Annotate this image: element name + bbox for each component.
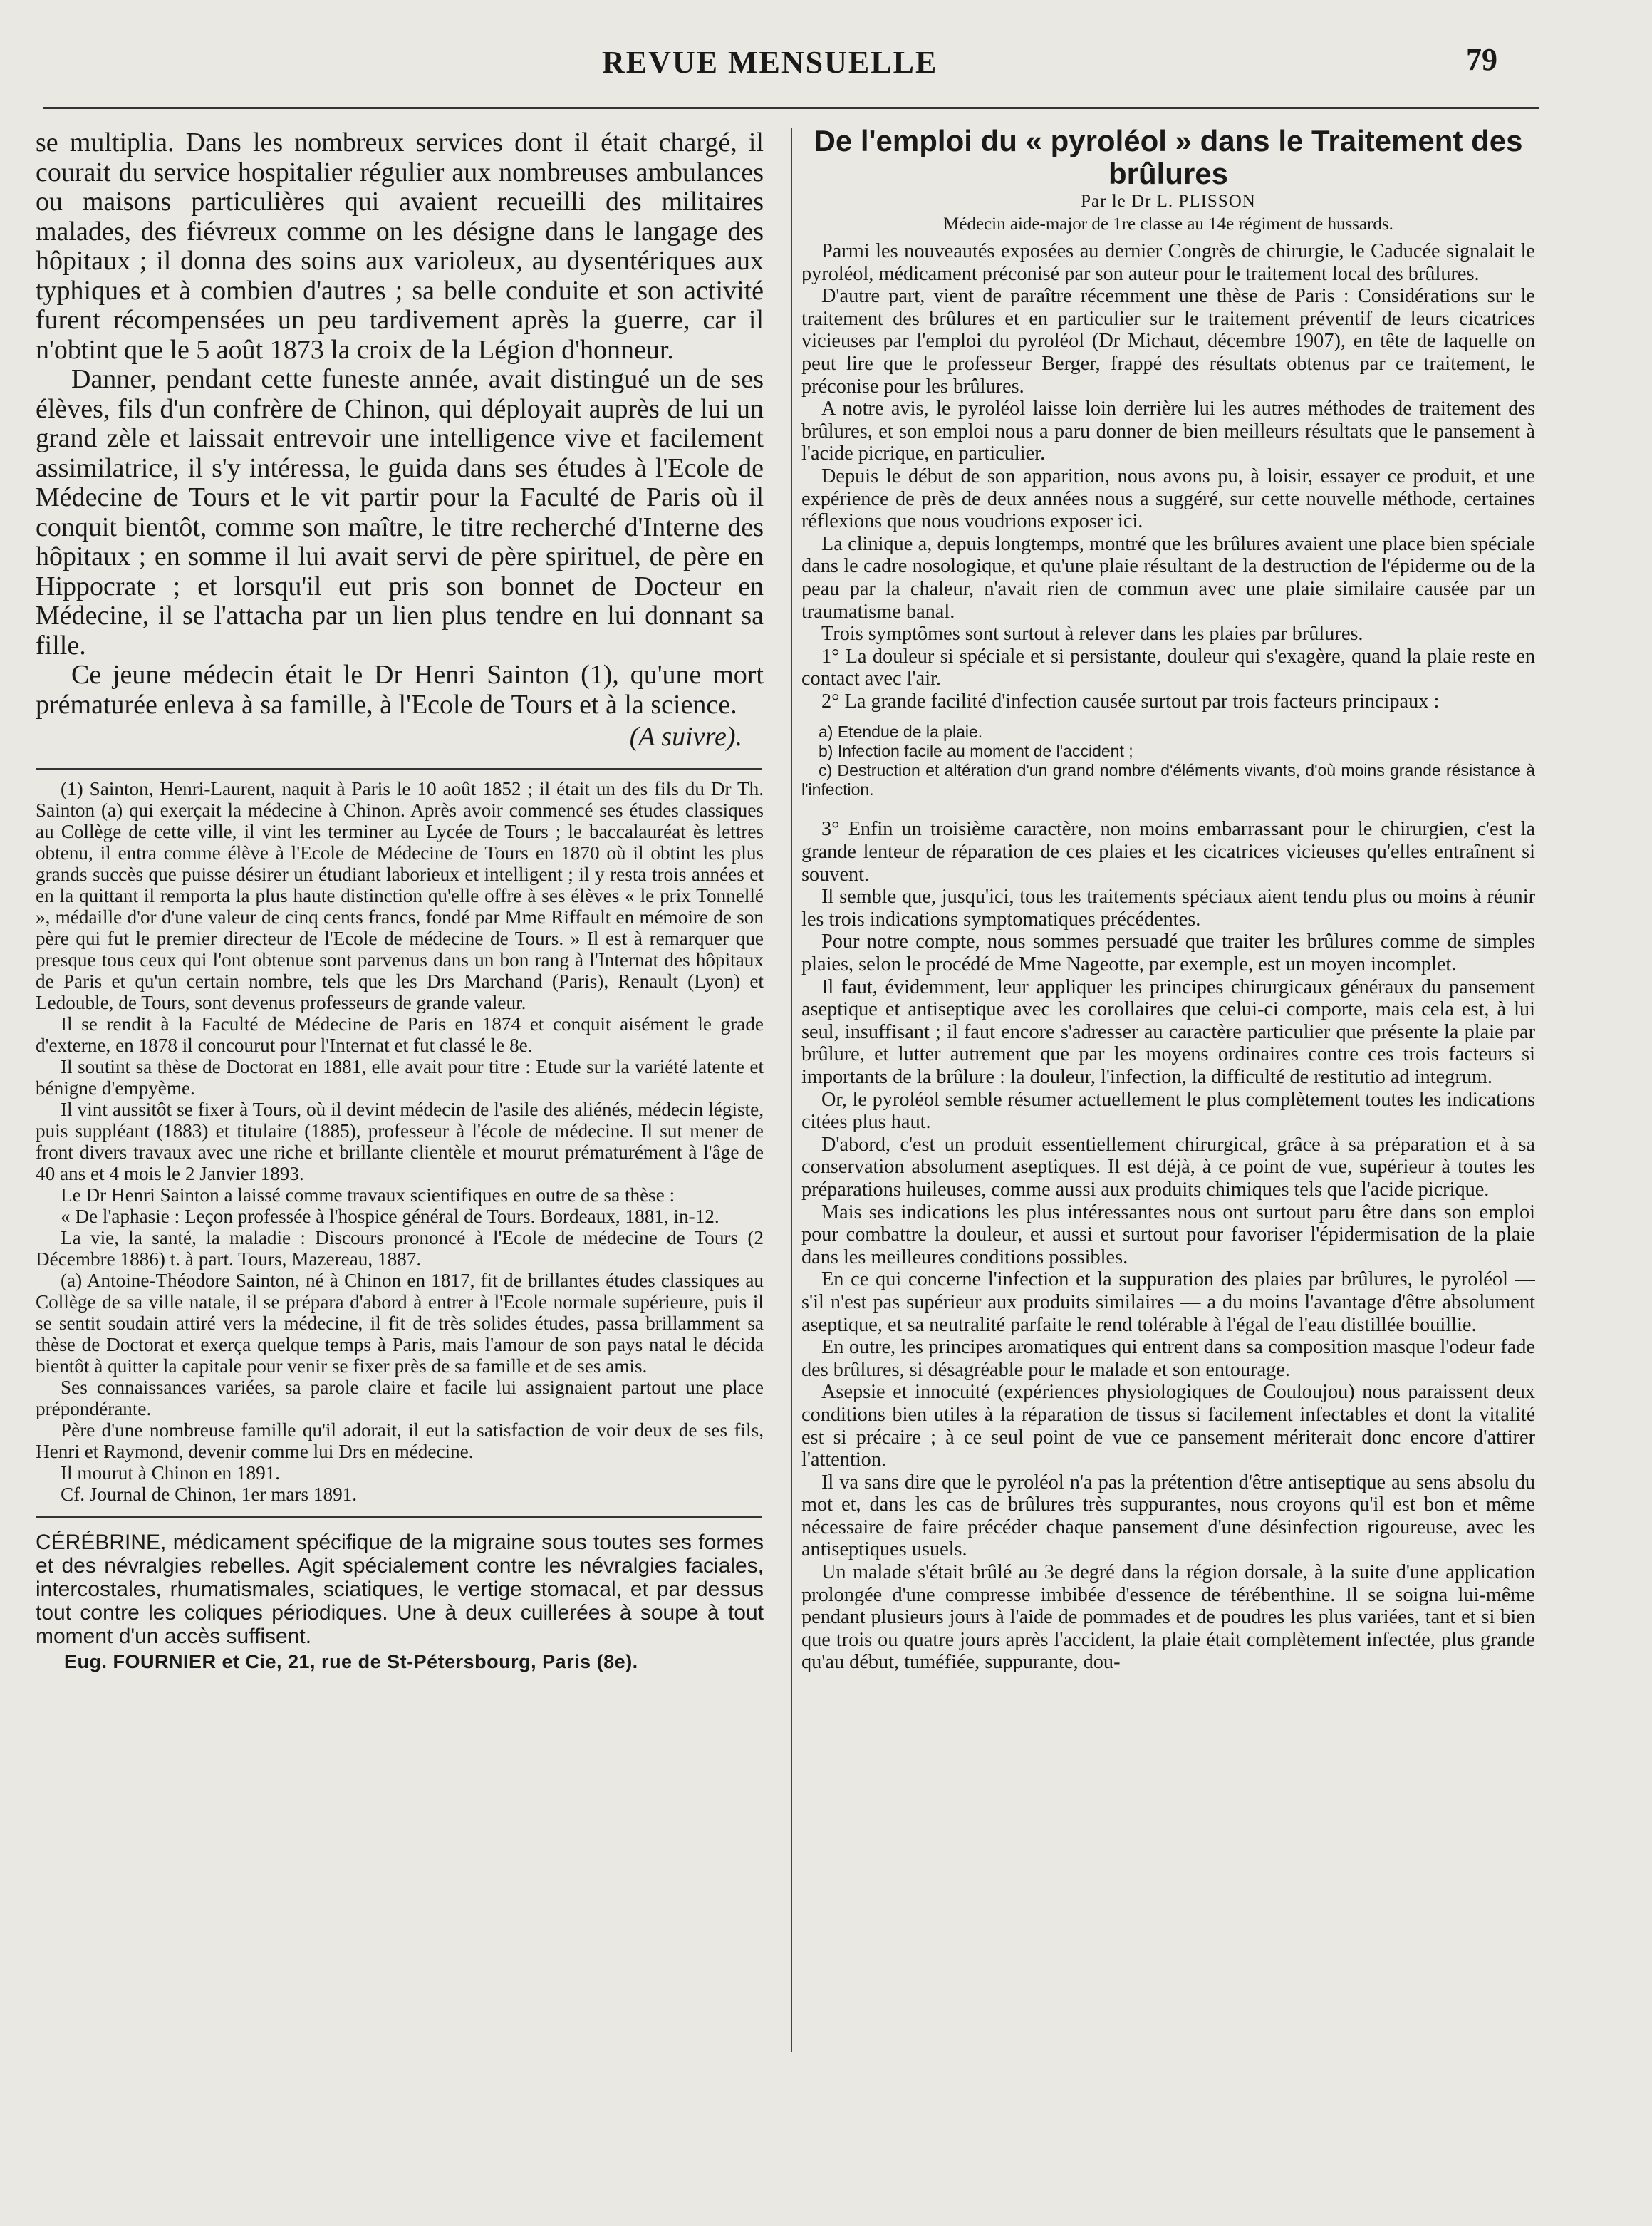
right-column bbox=[801, 125, 1535, 2049]
footnote: « De l'aphasie : Leçon professée à l'hospice général de Tours. Bordeaux, 1881, in-12. bbox=[61, 1206, 719, 1227]
article-paragraph: Parmi les nouveautés exposées au dernier Congrès de chirurgie, le Caducée signalait le pyroléol, médicament préconisé par son auteur pour le traitement local des brûlures. bbox=[801, 240, 1535, 285]
footnote: La vie, la santé, la maladie : Discours prononcé à l'Ecole de médecine de Tours (2 Décembre 1886) t. à part. Tours, Mazereau, 1887. bbox=[36, 1227, 764, 1270]
body-paragraph: Ce jeune médecin était le Dr Henri Sainton (1), qu'une mort prématurée enleva à sa famille, à l'Ecole de Tours et à la science. bbox=[36, 660, 764, 720]
footnote: (a) Antoine-Théodore Sainton, né à Chinon en 1817, fit de brillantes études classiques au Collège de sa ville natale, il se prépara d'abord à entrer à l'Ecole normale supérieure, puis il se sentit soudain attiré vers la médecine, il fit de très solides études, passa brillamment sa thèse de Doctorat et exerça quelque temps à Paris, mais l'amour de son pays natal le décida bientôt à quitter la capitale pour venir se fixer près de sa famille et de ses amis. bbox=[36, 1270, 764, 1377]
running-header: REVUE MENSUELLE bbox=[602, 45, 938, 80]
article-paragraph: Asepsie et innocuité (expériences physiologiques de Couloujou) nous paraissent deux conditions bien utiles à la réparation de tissus si facilement infectables et dont la vitalité est si précaire ; à ce seul point de vue ce pansement mériterait donc encore d'attirer l'attention. bbox=[801, 1381, 1535, 1471]
article-paragraph: Il va sans dire que le pyroléol n'a pas la prétention d'être antiseptique au sens absolu du mot et, dans les cas de brûlures très suppurantes, nous croyons qu'il est bon et même nécessaire de faire précéder chaque pansement d'une désinfection rigoureuse, avec les antiseptiques usuels. bbox=[801, 1471, 1535, 1561]
advertisement: CÉRÉBRINE, médicament spécifique de la migraine sous toutes ses formes et des névralgies rebelles. Agit spécialement contre les névralgies faciales, intercostales, rhumatismales, sciatiques, le vertige stomacal, et par dessus tout contre les coliques périodiques. Une à deux cuillerées à soupe à tout moment d'un accès suffisent. bbox=[36, 1531, 764, 1648]
footnote-divider bbox=[36, 768, 762, 770]
page-number: 79 bbox=[1466, 42, 1497, 77]
article-paragraph: A notre avis, le pyroléol laisse loin derrière lui les autres méthodes de traitement des brûlures, et son emploi nous a paru donner de bien meilleurs résultats que le pansement à l'acide picrique, en particulier. bbox=[801, 398, 1535, 465]
footnote: Cf. Journal de Chinon, 1er mars 1891. bbox=[61, 1484, 358, 1505]
article-byline: Par le Dr L. PLISSON bbox=[1081, 192, 1256, 211]
article-paragraph: D'autre part, vient de paraître récemment une thèse de Paris : Considérations sur le traitement des brûlures et en particulier sur le traitement préventif de leurs cicatrices vicieuses par l'emploi du pyroléol (Dr Michaut, décembre 1907), en tête de laquelle on peut lire que le professeur Berger, frappé des résultats obtenus par ce traitement, le préconise pour les brûlures. bbox=[801, 285, 1535, 398]
footnote: Il soutint sa thèse de Doctorat en 1881, elle avait pour titre : Etude sur la variété latente et bénigne d'empyème. bbox=[36, 1056, 764, 1099]
footnote: Le Dr Henri Sainton a laissé comme travaux scientifiques en outre de sa thèse : bbox=[61, 1184, 675, 1206]
article-paragraph: Or, le pyroléol semble résumer actuellement le plus complètement toutes les indications citées plus haut. bbox=[801, 1088, 1535, 1134]
advertisement-divider bbox=[36, 1516, 762, 1518]
list-item: c) Destruction et altération d'un grand nombre d'éléments vivants, d'où moins grande résistance à l'infection. bbox=[801, 761, 1535, 799]
article-paragraph: Il semble que, jusqu'ici, tous les traitements spéciaux aient tendu plus ou moins à réunir les trois indications symptomatiques précédentes. bbox=[801, 886, 1535, 931]
advertisement-address: Eug. FOURNIER et Cie, 21, rue de St-Pétersbourg, Paris (8e). bbox=[64, 1651, 638, 1672]
footnotes bbox=[36, 778, 764, 1505]
article-paragraph: Trois symptômes sont surtout à relever dans les plaies par brûlures. bbox=[821, 623, 1363, 646]
footnote: Il mourut à Chinon en 1891. bbox=[61, 1462, 281, 1484]
article-paragraph: 3° Enfin un troisième caractère, non moins embarrassant pour le chirurgien, c'est la grande lenteur de réparation de ces plaies et les cicatrices vicieuses qu'elles entraînent si souvent. bbox=[801, 818, 1535, 886]
footnote: (1) Sainton, Henri-Laurent, naquit à Paris le 10 août 1852 ; il était un des fils du Dr Th. Sainton (a) qui exerçait la médecine à Chinon. Après avoir commencé ses études classiques au Collège de cette ville, il vint les terminer au Lycée de Tours ; le baccalauréat ès lettres obtenu, il entra comme élève à l'Ecole de Médecine de Tours en 1870 où il obtint les plus grands succès que puisse désirer un étudiant laborieux et intelligent ; il y resta trois années et en la quittant il remporta la plus haute distinction qu'elle offre à ses élèves « le prix Tonnellé », médaille d'or d'une valeur de cinq cents francs, fondé par Mme Riffault en mémoire de son père qui fut le premier directeur de l'Ecole de médecine de Tours. » Il est à remarquer que presque tous ceux qui l'ont obtenue sont parvenus dans un bon rang à l'Internat des hôpitaux de Paris et qu'un certain nombre, tels que les Drs Marchand (Paris), Renault (Lyon) et Ledouble, de Tours, sont devenus professeurs de grande valeur. bbox=[36, 778, 764, 1013]
article-paragraph: Il faut, évidemment, leur appliquer les principes chirurgicaux généraux du pansement aseptique et antiseptique avec les corollaires que celui-ci comporte, mais cela est, à lui seul, insuffisant ; il faut encore s'adresser au caractère particulier que présente la plaie par brûlure, et lutter autrement que par les moyens ordinaires contre ces trois facteurs si importants de la brûlure : la douleur, l'infection, la difficulté de restitutio ad integrum. bbox=[801, 975, 1535, 1088]
body-paragraph: Danner, pendant cette funeste année, avait distingué un de ses élèves, fils d'un confrère de Chinon, qui déployait auprès de lui un grand zèle et laissait entrevoir une intelligence vive et facilement assimilatrice, il s'y intéressa, le guida dans ses études à l'Ecole de Médecine de Tours et le vit partir pour la Faculté de Paris où il conquit bientôt, comme son maître, le titre recherché d'Interne des hôpitaux ; en somme il lui avait servi de père spirituel, de père en Hippocrate ; et lorsqu'il eut pris son bonnet de Docteur en Médecine, il se l'attacha par un lien plus tendre en lui donnant sa fille. bbox=[36, 364, 764, 661]
article-paragraph: En ce qui concerne l'infection et la suppuration des plaies par brûlures, le pyroléol — s'il n'est pas supérieur aux produits similaires — a du moins l'avantage d'être absolument aseptique, et sa neutralité parfaite le rend tolérable à l'égal de l'eau distillée bouillie. bbox=[801, 1268, 1535, 1336]
factor-list bbox=[801, 723, 1535, 799]
body-paragraph: se multiplia. Dans les nombreux services dont il était chargé, il courait du service hospitalier régulier aux nombreuses ambulances ou maisons particulières qui avaient recueilli des militaires malades, des fiévreux comme on les désigne dans le langage des hôpitaux ; il donna des soins aux varioleux, au dysentériques aux typhiques et à combien d'autres ; sa belle conduite et son activité furent récompensées un peu tardivement après la guerre, car il n'obtint que le 5 août 1873 la croix de la Légion d'honneur. bbox=[36, 128, 764, 365]
footnote: Père d'une nombreuse famille qu'il adorait, il eut la satisfaction de voir deux de ses fils, Henri et Raymond, devenir comme lui Drs en médecine. bbox=[36, 1419, 764, 1462]
article-paragraph: Mais ses indications les plus intéressantes nous ont surtout paru être dans son emploi pour combattre la douleur, et aussi et surtout pour favoriser l'épidermisation de la plaie dans les meilleures conditions possibles. bbox=[801, 1201, 1535, 1268]
column-divider bbox=[791, 128, 792, 2052]
list-item: a) Etendue de la plaie. bbox=[819, 723, 983, 742]
footnote: Ses connaissances variées, sa parole claire et facile lui assignaient partout une place prépondérante. bbox=[36, 1377, 764, 1419]
article-paragraph: Depuis le début de son apparition, nous avons pu, à loisir, essayer ce produit, et une expérience de près de deux années nous a suggéré, sur cette nouvelle méthode, certaines réflexions que nous voudrions exposer ici. bbox=[801, 465, 1535, 533]
author-affiliation: Médecin aide-major de 1re classe au 14e régiment de hussards. bbox=[943, 214, 1393, 234]
to-be-continued: (A suivre). bbox=[629, 722, 742, 752]
article-paragraph: 1° La douleur si spéciale et si persistante, douleur qui s'exagère, quand la plaie reste en contact avec l'air. bbox=[801, 645, 1535, 690]
article-paragraph: Un malade s'était brûlé au 3e degré dans la région dorsale, à la suite d'une application prolongée d'une compresse imbibée d'essence de térébenthine. Il se soigna lui-même pendant plusieurs jours à l'aide de pommades et de poudres les plus variées, tant et si bien que trois ou quatre jours après l'accident, la plaie était complètement infectée, plus grande qu'au début, tuméfiée, suppurante, dou- bbox=[801, 1561, 1535, 1674]
footnote: Il vint aussitôt se fixer à Tours, où il devint médecin de l'asile des aliénés, médecin légiste, puis suppléant (1883) et titulaire (1885), professeur à l'école de médecine. Il sut mener de front divers travaux avec une riche et brillante clientèle et mourut prématurément à l'âge de 40 ans et 4 mois le 2 Janvier 1893. bbox=[36, 1099, 764, 1184]
article-title: De l'emploi du « pyroléol » dans le Traitement des brûlures bbox=[814, 125, 1523, 190]
article-paragraph: 2° La grande facilité d'infection causée surtout par trois facteurs principaux : bbox=[821, 690, 1440, 713]
article-paragraph: Pour notre compte, nous sommes persuadé que traiter les brûlures comme de simples plaies, selon le procédé de Mme Nageotte, par exemple, est un moyen incomplet. bbox=[801, 931, 1535, 976]
footnote: Il se rendit à la Faculté de Médecine de Paris en 1874 et conquit aisément le grade d'externe, en 1878 il concourut pour l'Internat et fut classé le 8e. bbox=[36, 1013, 764, 1056]
list-item: b) Infection facile au moment de l'accident ; bbox=[819, 742, 1133, 761]
left-column bbox=[36, 128, 764, 2052]
article-paragraph: En outre, les principes aromatiques qui entrent dans sa composition masque l'odeur fade des brûlures, si désagréable pour le malade et son entourage. bbox=[801, 1336, 1535, 1381]
article-paragraph: D'abord, c'est un produit essentiellement chirurgical, grâce à sa préparation et à sa conservation absolument aseptiques. Il est déjà, à ce point de vue, supérieur à toutes les préparations huileuses, comme aussi aux produits chimiques tels que l'acide picrique. bbox=[801, 1133, 1535, 1201]
article-paragraph: La clinique a, depuis longtemps, montré que les brûlures avaient une place bien spéciale dans le cadre nosologique, et qu'une plaie résultant de la destruction de l'épiderme ou de la peau par la chaleur, n'avait rien de commun avec une plaie similaire causée par un traumatisme banal. bbox=[801, 532, 1535, 623]
header-divider bbox=[43, 107, 1539, 109]
